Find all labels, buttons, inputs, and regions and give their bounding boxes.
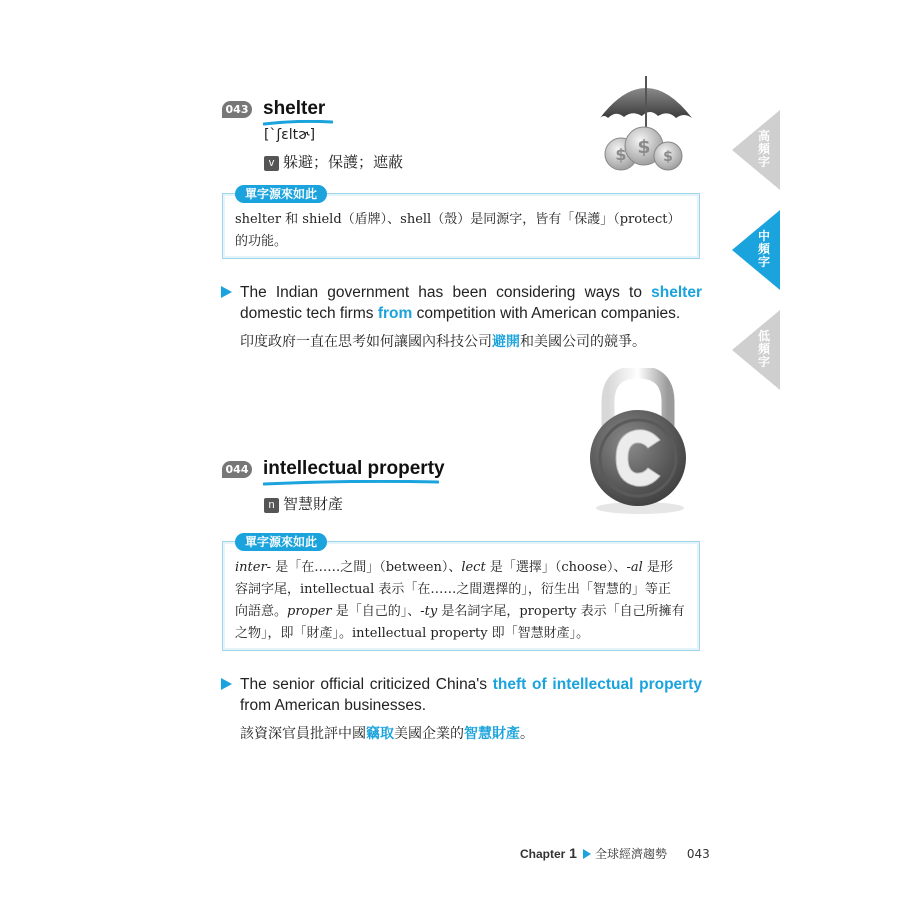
chapter-title: 全球經濟趨勢	[594, 847, 667, 861]
tab-mid-frequency[interactable]	[732, 210, 780, 290]
footer-arrow-icon	[583, 849, 591, 859]
headword-underline	[263, 480, 439, 486]
headword-underline	[263, 120, 333, 126]
svg-text:$: $	[615, 145, 627, 164]
headword-intellectual-property: intellectual property	[263, 458, 445, 479]
definition: 躲避；保護；遮蔽	[283, 153, 404, 171]
example-sentence-zh: 該資深官員批評中國竊取美國企業的智慧財產。	[240, 726, 534, 742]
svg-text:$: $	[637, 136, 651, 158]
part-of-speech: n	[264, 498, 279, 513]
word-origin-text: inter- 是「在……之間」（between）、lect 是「選擇」（choose）、-al 是形 容詞字尾，intellectual 表示「在……之間選擇的」，衍生出「智慧的」等正 向語意。proper 是「自己的」、-ty 是名詞字尾，property 表示「自己所擁有 之物」，即「財產」。intellectual property 即「智慧財產」。	[235, 560, 685, 641]
page-number: 043	[686, 847, 710, 861]
word-origin-box	[222, 535, 700, 651]
word-origin-tag: 單字源來如此	[235, 533, 327, 551]
page-footer	[520, 845, 710, 862]
example-sentence-en: The senior official criticized China's theft of intellectual property from American businesses.	[240, 676, 702, 714]
word-origin-tag: 單字源來如此	[235, 185, 327, 203]
definition: 智慧財產	[283, 495, 344, 513]
tab-label: 高頻字	[757, 129, 770, 169]
umbrella-coins-illustration	[596, 70, 696, 182]
example-sentence-en: The Indian government has been considering ways to shelter domestic tech firms from competition with American companies.	[240, 284, 702, 322]
chapter-number: 1	[569, 845, 577, 861]
example-arrow	[221, 286, 232, 298]
phonetic: [ˋʃɛltɚ]	[264, 127, 316, 143]
definition-line	[264, 493, 343, 514]
example-sentence-zh: 印度政府一直在思考如何讓國內科技公司避開和美國公司的競爭。	[240, 334, 646, 350]
part-of-speech: v	[264, 156, 279, 171]
definition-line	[264, 151, 403, 172]
tab-label: 中頻字	[757, 229, 770, 269]
tab-label: 低頻字	[757, 329, 770, 369]
chapter-label: Chapter	[520, 847, 566, 861]
word-origin-text: shelter 和 shield（盾牌）、shell（殼）是同源字，皆有「保護」（protect） 的功能。	[235, 212, 681, 249]
tab-low-frequency[interactable]	[732, 310, 780, 390]
svg-text:$: $	[663, 149, 673, 165]
entry-number-badge: 043	[222, 101, 252, 118]
tab-high-frequency[interactable]	[732, 110, 780, 190]
entry-number-badge: 044	[222, 461, 252, 478]
headword-shelter: shelter	[263, 98, 326, 119]
example-arrow	[221, 678, 232, 690]
copyright-padlock-illustration	[578, 368, 698, 518]
word-origin-box	[222, 187, 700, 259]
